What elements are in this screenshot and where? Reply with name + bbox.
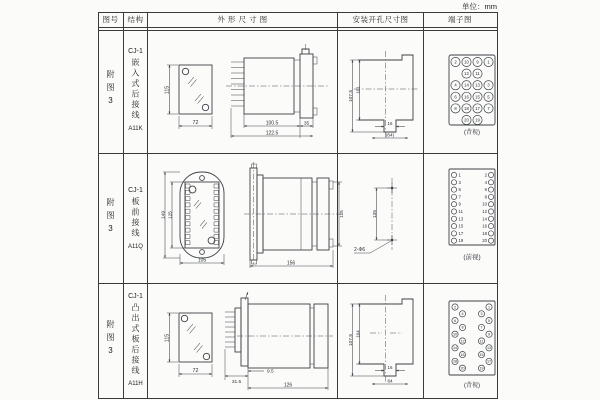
header-fig-no: 图号: [102, 15, 119, 24]
dim-body-length-row1: 100.5: [265, 120, 279, 127]
svg-text:6: 6: [454, 94, 457, 100]
mounting-drawing-row1: [344, 48, 424, 143]
outline-front-drawing-row3: [159, 300, 221, 388]
svg-text:4: 4: [454, 82, 457, 88]
header-outline: 外 形 尺 寸 图: [217, 15, 268, 24]
svg-text:12: 12: [464, 71, 469, 77]
terminal-diagram-row2: [446, 166, 500, 266]
dim-front-width-row3: 72: [192, 368, 199, 374]
terminal-circles-row2: [451, 172, 493, 243]
dim-body-length-row3: 126: [283, 382, 293, 389]
struct-code-row1: A11K: [128, 126, 143, 132]
svg-text:9: 9: [458, 201, 461, 207]
svg-text:5: 5: [487, 318, 491, 323]
terminal-strip-left: [186, 184, 191, 245]
svg-text:18: 18: [482, 230, 487, 236]
glass-mark-icon: [187, 324, 196, 334]
struct-desc-row2: 板前接线: [131, 196, 140, 239]
svg-text:13: 13: [458, 216, 464, 222]
svg-text:18: 18: [452, 359, 458, 364]
svg-text:9: 9: [487, 332, 491, 337]
svg-text:8: 8: [461, 325, 464, 330]
dim-front-height-row2: 149: [161, 210, 167, 220]
svg-text:10: 10: [482, 201, 487, 207]
dim-holes-label-row2: 2-Φ6: [354, 247, 366, 253]
svg-text:14: 14: [482, 216, 487, 222]
header-terminal: 端子图: [448, 15, 472, 24]
dim-outer-height-row1: 107.5: [349, 89, 354, 103]
svg-text:6: 6: [484, 187, 487, 193]
svg-text:9: 9: [476, 59, 479, 65]
svg-text:5: 5: [458, 187, 461, 193]
svg-text:5: 5: [487, 94, 490, 100]
svg-text:11: 11: [475, 71, 480, 77]
dim-flange-depth-row1: 35: [303, 121, 310, 127]
outline-side-drawing-row3: [221, 292, 336, 397]
header-underline: [98, 27, 498, 28]
row-line-2: [98, 283, 498, 284]
terminal-diagram-row3: [446, 298, 500, 394]
svg-text:16: 16: [464, 94, 469, 100]
terminal-circles-row1: [451, 57, 493, 124]
svg-text:20: 20: [482, 238, 487, 244]
struct-desc-row1: 嵌入式后接线: [131, 58, 140, 121]
fig-cell-row1: [98, 27, 123, 153]
svg-text:1: 1: [487, 305, 491, 310]
dim-cutout-height-row1: 101: [355, 86, 361, 94]
dim-front-width-row1: 72: [192, 120, 199, 126]
dim-flange-offset-row3: 9.5: [267, 369, 274, 375]
svg-text:2: 2: [484, 172, 487, 178]
svg-text:10: 10: [452, 332, 458, 337]
svg-text:17: 17: [458, 230, 464, 236]
struct-cell-row2: [123, 153, 148, 283]
svg-text:4: 4: [461, 312, 464, 317]
svg-text:20: 20: [460, 366, 465, 371]
svg-text:8: 8: [484, 194, 487, 200]
pin-comb: [231, 62, 244, 106]
fig-cell-row2: [98, 153, 123, 283]
svg-text:20: 20: [464, 117, 469, 123]
svg-text:14: 14: [452, 346, 458, 351]
svg-text:10: 10: [464, 59, 469, 65]
svg-text:11: 11: [458, 209, 463, 215]
dim-body-length-row2: 156: [286, 260, 296, 267]
struct-model-row1: CJ-1: [128, 48, 143, 55]
svg-text:19: 19: [475, 117, 480, 123]
struct-model-row2: CJ-1: [128, 186, 143, 194]
dim-total-length-row1: 122.5: [265, 130, 279, 137]
svg-text:1: 1: [487, 59, 490, 65]
struct-desc-row3: 凸出式板后接线: [131, 302, 140, 377]
fig-cell-row3: [98, 283, 123, 397]
outline-side-drawing-row2: [238, 162, 348, 272]
outline-side-drawing-row1: [222, 44, 334, 144]
dim-notch-width-row3: 16: [387, 365, 393, 370]
outline-front-drawing-row2: [158, 164, 233, 269]
fig-label-row2: 附图3: [106, 198, 115, 238]
terminal-view-label-row2: (前视): [463, 254, 481, 261]
dim-notch-width-row1: 16: [387, 121, 393, 126]
unit-label: 单位：mm: [462, 2, 497, 11]
svg-text:11: 11: [479, 339, 484, 344]
row-line-1: [98, 153, 498, 154]
dim-hole-spacing-row2: 135: [373, 209, 378, 219]
fig-label-row3: 附图3: [106, 320, 115, 360]
svg-text:8: 8: [454, 105, 457, 111]
struct-code-row2: A11Q: [128, 243, 143, 250]
header-underline-2: [98, 30, 498, 31]
svg-text:1: 1: [458, 172, 461, 178]
dim-front-height-row1: 115: [164, 85, 171, 95]
glass-mark-icon: [188, 77, 197, 87]
dim-outer-height-row3: 107.5: [349, 333, 354, 347]
svg-text:14: 14: [464, 82, 469, 88]
svg-text:19: 19: [479, 366, 484, 371]
dim-overall-width-row1: (64): [385, 132, 395, 138]
svg-text:12: 12: [482, 209, 487, 215]
terminal-view-label-row3: (背视): [464, 383, 480, 389]
svg-text:3: 3: [480, 312, 483, 317]
dim-overall-width-row3: 64: [387, 378, 393, 384]
svg-text:7: 7: [458, 194, 461, 200]
dim-front-height-row3: 115: [164, 333, 171, 343]
svg-text:3: 3: [458, 179, 461, 185]
glass-mark-icon: [195, 94, 204, 104]
svg-text:12: 12: [460, 339, 465, 344]
svg-text:2: 2: [453, 305, 457, 310]
svg-text:16: 16: [460, 352, 465, 357]
svg-text:17: 17: [486, 359, 492, 364]
glass-mark-icon: [194, 343, 203, 353]
pin-comb: [225, 312, 235, 347]
svg-text:7: 7: [480, 325, 483, 330]
svg-text:19: 19: [458, 238, 464, 244]
mounting-drawing-row3: [344, 292, 424, 392]
outline-front-drawing-row1: [159, 52, 221, 140]
terminal-view-label-row1: (背视): [464, 130, 480, 136]
header-structure: 结构: [127, 15, 144, 24]
terminal-circles-row3: [452, 304, 492, 371]
struct-cell-row3: [123, 283, 148, 397]
svg-text:2: 2: [454, 59, 457, 65]
mounting-drawing-row2: [350, 174, 420, 264]
svg-text:15: 15: [475, 94, 480, 100]
svg-text:16: 16: [482, 223, 487, 229]
struct-code-row3: A11H: [128, 381, 143, 388]
svg-text:18: 18: [464, 105, 469, 111]
svg-text:13: 13: [475, 82, 480, 88]
dim-inner-height-row2: 125: [167, 211, 173, 219]
dim-cutout-height-row3: 104: [355, 330, 361, 338]
glass-mark-icon: [194, 200, 201, 209]
dim-front-width-row2: 105: [197, 257, 207, 264]
svg-text:6: 6: [453, 318, 457, 323]
svg-text:7: 7: [487, 105, 490, 111]
svg-text:3: 3: [487, 82, 490, 88]
svg-text:15: 15: [479, 352, 484, 357]
svg-text:17: 17: [475, 105, 480, 111]
struct-cell-row1: [123, 27, 148, 153]
dim-side-height-row2: 115: [340, 210, 346, 218]
svg-text:15: 15: [458, 223, 464, 229]
dim-pin-length-row3: 31.5: [231, 380, 242, 385]
svg-text:13: 13: [486, 346, 492, 351]
svg-text:4: 4: [484, 179, 487, 185]
header-mounting: 安装开孔尺寸图: [352, 15, 409, 24]
terminal-strip-right: [214, 184, 219, 245]
struct-model-row3: CJ-1: [128, 292, 143, 300]
glass-mark-icon: [200, 220, 207, 229]
fig-label-row1: 附图3: [106, 70, 115, 110]
terminal-diagram-row1: [446, 52, 500, 138]
